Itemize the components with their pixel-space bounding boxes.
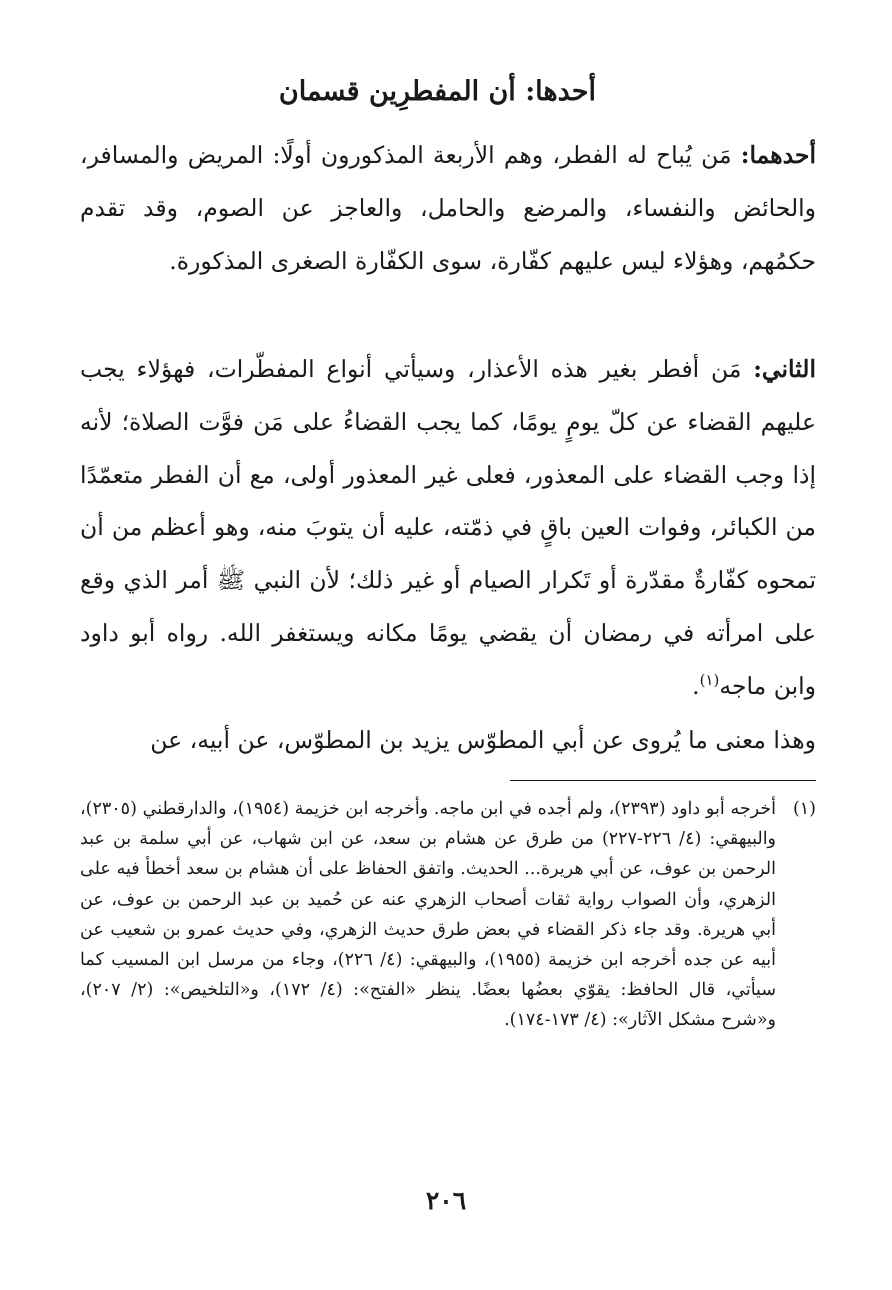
footnote-reference[interactable]: (١)	[699, 670, 720, 689]
footnote-separator	[510, 780, 816, 781]
paragraph-lead: الثاني:	[753, 355, 816, 383]
paragraph-tail: .	[692, 671, 700, 700]
paragraph-first-category	[80, 129, 816, 287]
paragraph-continuation	[80, 714, 816, 767]
paragraph-text: وهذا معنى ما يُروى عن أبي المطوّس يزيد بن المطوّس، عن أبيه، عن	[150, 726, 816, 754]
paragraph-text: مَن أفطر بغير هذه الأعذار، وسيأتي أنواع المفطّرات، فهؤلاء يجب عليهم القضاء عن كلّ يومٍ يومًا، كما يجب القضاءُ على مَن فوَّت الصلاة؛ لأنه إذا وجب القضاء على المعذور، فعلى غير المعذور أولى، مع أن الفطر متعمّدًا من الكبائر، وفوات العين باقٍ في ذمّته، عليه أن يتوبَ منه، وهو أعظم من أن تمحوه كفّارةٌ مقدّرة أو تَكرار الصيام أو غير ذلك؛ لأن النبي ﷺ أمر الذي وقع على امرأته في رمضان أن يقضي يومًا مكانه ويستغفر الله. رواه أبو داود وابن ماجه	[80, 355, 816, 700]
section-heading: أحدها: أن المفطرِين قسمان	[278, 76, 596, 107]
paragraph-text: مَن يُباح له الفطر، وهم الأربعة المذكورون أولًا: المريض والمسافر، والحائض والنفساء، والمرضع والحامل، والعاجز عن الصوم، وقد تقدم حكمُهم، وهؤلاء ليس عليهم كفّارة، سوى الكفّارة الصغرى المذكورة.	[80, 141, 816, 275]
footnotes-section	[80, 794, 816, 1036]
paragraph-second-category	[80, 343, 816, 713]
page-number: ٢٠٦	[425, 1186, 467, 1215]
paragraph-lead: أحدهما:	[740, 141, 816, 169]
footnote-item	[80, 794, 816, 1036]
footnote-text: أخرجه أبو داود (٢٣٩٣)، ولم أجده في ابن ماجه. وأخرجه ابن خزيمة (١٩٥٤)، والدارقطني (٢٣٠٥)، والبيهقي: (٤/ ٢٢٦-٢٢٧) من طرق عن هشام بن سعد، عن ابن شهاب، عن أبي سلمة بن عبد الرحمن بن عوف، عن أبي هريرة... الحديث. واتفق الحفاظ على أن هشام بن سعد أخطأ فيه على الزهري، وأن الصواب رواية ثقات أصحاب الزهري عنه عن حُميد بن عبد الرحمن بن عوف، عن أبي هريرة. وقد جاء ذكر القضاء في بعض طرق حديث الزهري، وفي حديث عمرو بن شعيب عن أبيه عن جده أخرجه ابن خزيمة (١٩٥٥)، والبيهقي: (٤/ ٢٢٦)، وجاء من مرسل ابن المسيب كما سيأتي، قال الحافظ: يقوّي بعضُها بعضًا. ينظر «الفتح»: (٤/ ١٧٢)، و«التلخيص»: (٢/ ٢٠٧)، و«شرح مشكل الآثار»: (٤/ ١٧٣-١٧٤).	[80, 799, 777, 1031]
footnote-number: (١)	[792, 799, 816, 819]
